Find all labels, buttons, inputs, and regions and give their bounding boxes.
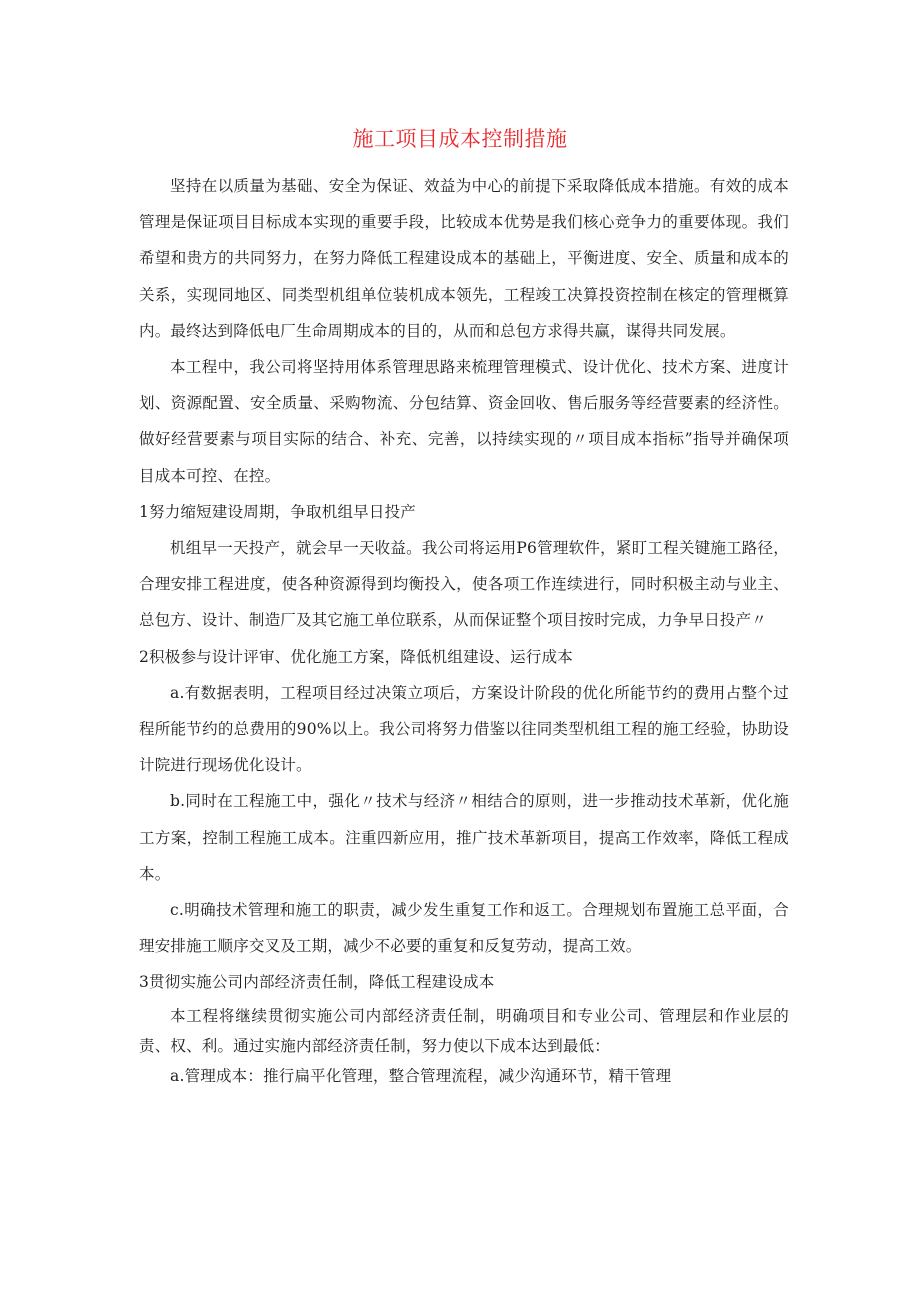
section-heading: 3贯彻实施公司内部经济责任制，降低工程建设成本 <box>139 973 495 992</box>
intro-paragraph: 坚持在以质量为基础、安全为保证、效益为中心的前提下采取降低成本措施。有效的成本管理是保证项目目标成本实现的重要手段，比较成本优势是我们核心竞争力的重要体现。我们希望和贵方的共同努力，在努力降低工程建设成本的基础上，平衡进度、安全、质量和成本的关系，实现同地区、同类型机组单位装机成本领先，工程竣工决算投资控制在核定的管理概算内。最终达到降低电厂生命周期成本的目的，从而和总包方求得共赢，谋得共同发展。 <box>139 177 789 340</box>
section-heading: 2积极参与设计评审、优化施工方案，降低机组建设、运行成本 <box>139 647 573 666</box>
section-heading: 1努力缩短建设周期，争取机组早日投产 <box>139 502 416 521</box>
section-paragraph: c.明确技术管理和施工的职责，减少发生重复工作和返工。合理规划布置施工总平面，合理安排施工顺序交叉及工期，减少不必要的重复和反复劳动，提高工效。 <box>139 901 789 956</box>
document-body <box>139 168 789 1091</box>
section-paragraph: 本工程将继续贯彻实施公司内部经济责任制，明确项目和专业公司、管理层和作业层的责、权、利。通过实施内部经济责任制，努力使以下成本达到最低： <box>139 1006 789 1055</box>
section-paragraph: b.同时在工程施工中，强化〃技术与经济〃相结合的原则，进一步推动技术革新，优化施工方案，控制工程施工成本。注重四新应用，推广技术革新项目，提高工作效率，降低工程成本。 <box>139 792 789 883</box>
intro-paragraph: 本工程中，我公司将坚持用体系管理思路来梳理管理模式、设计优化、技术方案、进度计划、资源配置、安全质量、采购物流、分包结算、资金回收、售后服务等经营要素的经济性。做好经营要素与项目实际的结合、补充、完善，以持续实现的〃项目成本指标”指导并确保项目成本可控、在控。 <box>139 358 789 485</box>
document-title: 施工项目成本控制措施 <box>352 127 568 151</box>
section-paragraph: 机组早一天投产，就会早一天收益。我公司将运用P6管理软件，紧盯工程关键施工路径，合理安排工程进度，使各种资源得到均衡投入，使各项工作连续进行，同时积极主动与业主、总包方、设计、制造厂及其它施工单位联系，从而保证整个项目按时完成，力争早日投产〃 <box>139 539 789 630</box>
section-paragraph: a.有数据表明，工程项目经过决策立项后，方案设计阶段的优化所能节约的费用占整个过程所能节约的总费用的90%以上。我公司将努力借鉴以往同类型机组工程的施工经验，协助设计院进行现场优化设计。 <box>139 683 789 775</box>
section-paragraph: a.管理成本：推行扁平化管理，整合管理流程，减少沟通环节，精干管理 <box>170 1066 672 1085</box>
